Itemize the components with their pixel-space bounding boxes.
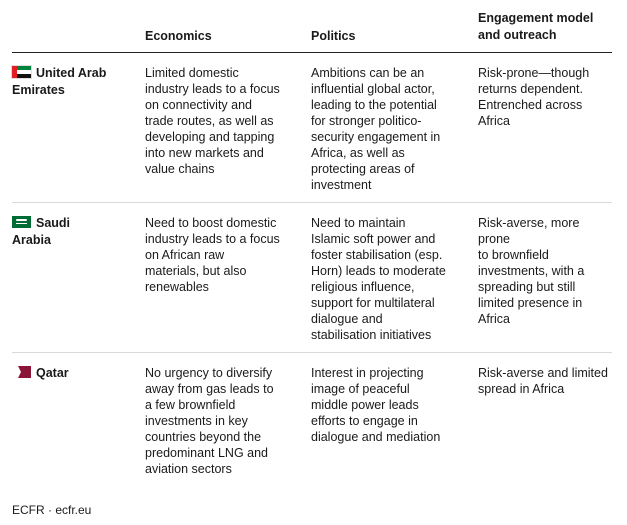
country-saudi-arabia <box>12 215 137 249</box>
country-label: United Arab Emirates <box>12 66 107 97</box>
comparison-table <box>12 0 612 481</box>
cell-politics: Ambitions can be an influential global actor, leading to the potential for stronger politico- security engagement in Africa, as well as protecting areas of investment <box>311 66 441 192</box>
cell-politics: Need to maintain Islamic soft power and foster stabilisation (esp. Horn) leads to moderate religious influence, support for multilateral dialogue and stabilisation initiatives <box>311 216 446 342</box>
uae-flag-icon <box>12 66 31 78</box>
country-label: Saudi Arabia <box>12 216 71 247</box>
saudi-flag-icon <box>12 216 31 228</box>
source-footer: ECFR · ecfr.eu <box>12 503 92 517</box>
table-header <box>12 0 612 53</box>
cell-politics: Interest in projecting image of peaceful middle power leads efforts to engage in dialogue and mediation <box>311 366 441 444</box>
cell-economics: Need to boost domestic industry leads to a focus on African raw materials, but also renewables <box>145 216 280 294</box>
cell-economics: Limited domestic industry leads to a focus on connectivity and trade routes, as well as developing and tapping into new markets and value chains <box>145 66 280 176</box>
country-label: Qatar <box>36 366 69 380</box>
cell-economics: No urgency to diversify away from gas leads to a few brownfield investments in key countries beyond the predominant LNG and aviation sectors <box>145 366 274 476</box>
country-uae <box>12 65 137 99</box>
table-row <box>12 53 612 203</box>
header-politics: Politics <box>311 29 356 43</box>
table-row <box>12 203 612 353</box>
header-engagement: Engagement model and outreach <box>478 11 594 42</box>
cell-engagement: Risk-averse and limited spread in Africa <box>478 366 608 396</box>
header-economics: Economics <box>145 29 212 43</box>
qatar-flag-icon <box>12 366 31 378</box>
country-qatar <box>12 365 137 382</box>
table-row <box>12 353 612 481</box>
cell-engagement: Risk-averse, more prone to brownfield investments, with a spreading but still limited presence in Africa <box>478 216 585 326</box>
cell-engagement: Risk-prone—though returns dependent. Entrenched across Africa <box>478 66 590 128</box>
